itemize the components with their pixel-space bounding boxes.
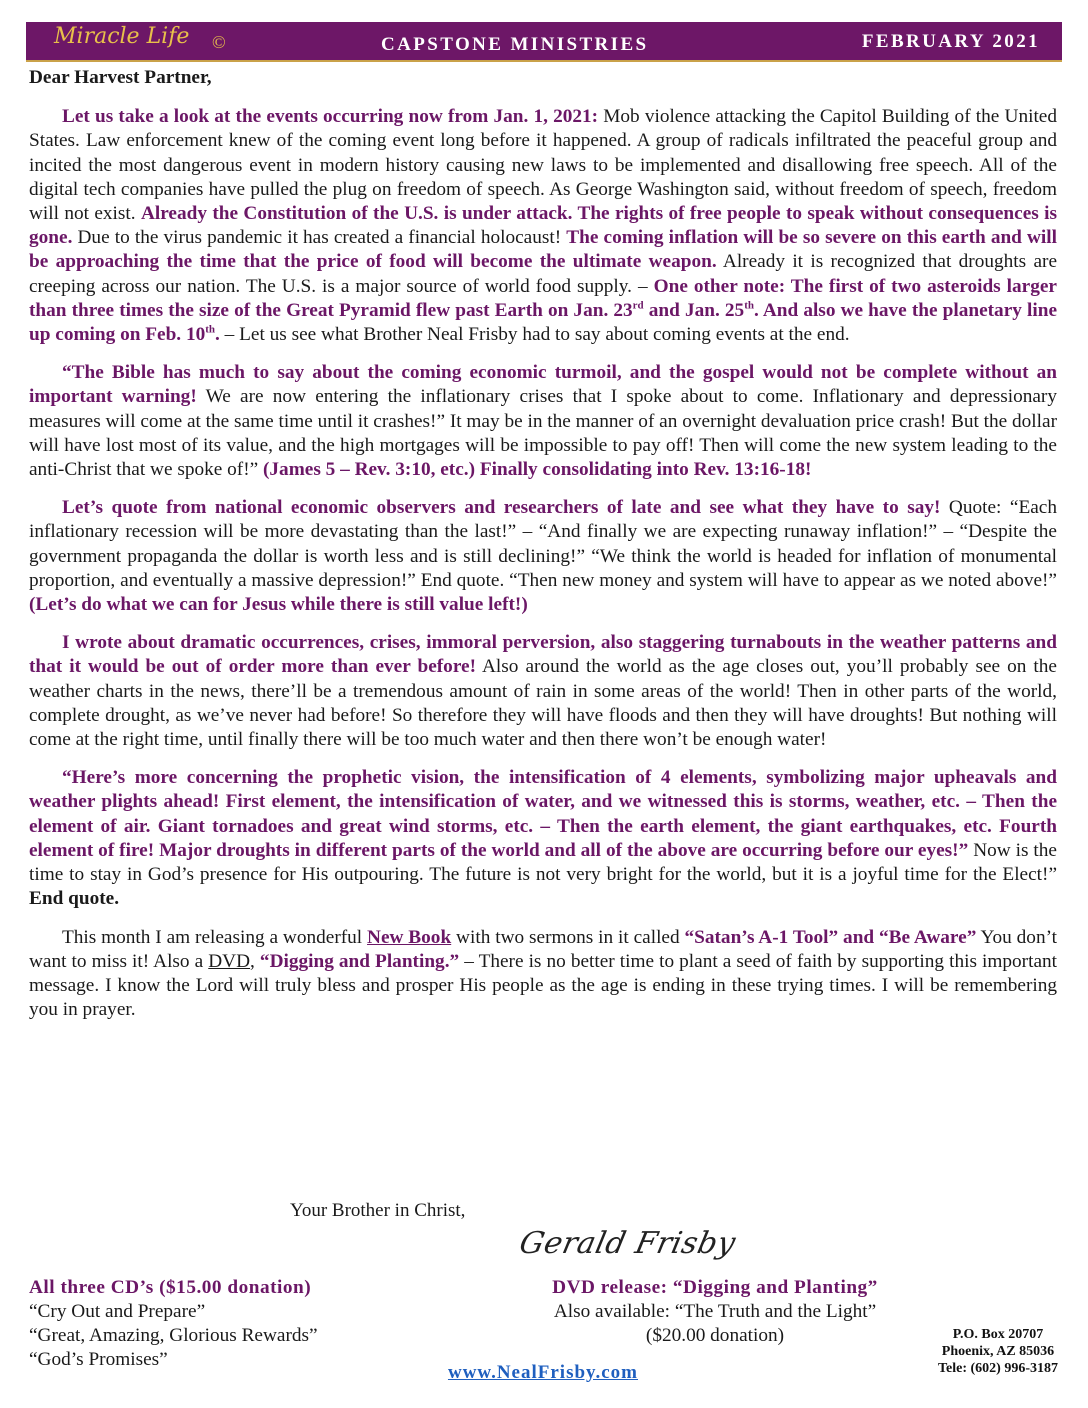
paragraph-5 <box>29 766 1057 911</box>
p4-highlight-1: I wrote about dramatic occurrences, crises, immoral perversion, also staggering turnabouts in the weather patterns and that it would be out of order more than ever before! <box>29 632 1057 678</box>
paragraph-2 <box>29 361 1057 482</box>
paragraph-6 <box>29 926 1057 1023</box>
city-state-zip: Phoenix, AZ 85036 <box>941 1344 1055 1359</box>
signature: Gerald Frisby <box>516 1226 739 1261</box>
new-book-link[interactable]: New Book <box>367 926 452 948</box>
cd-offer-title: All three CD’s ($15.00 donation) <box>29 1277 312 1298</box>
book-titles: “Satan’s A-1 Tool” and “Be Aware” <box>684 926 977 948</box>
letter-body <box>29 66 1057 1036</box>
p5-end-quote: End quote. <box>29 888 120 910</box>
p1-highlight-3: The coming inflation will be so severe on this earth and will be approaching the time that the price of food will become the ultimate weapon. <box>29 227 1058 273</box>
p3-highlight-2: (Let’s do what we can for Jesus while there is still value left!) <box>29 594 528 616</box>
p6-text-4: , <box>250 950 260 972</box>
cd-item: “Cry Out and Prepare” <box>29 1301 206 1322</box>
dvd-link[interactable]: DVD <box>208 950 251 972</box>
p4-text-1: Also around the world as the age closes out, you’ll probably see on the weather charts in the news, there’ll be a tremendous amount of rain in some areas of the world! Then in other parts of the world, complete drought, as we’ve never had before! So therefore they will have floods and then they will have droughts! But nothing will come at the right time, until finally there will be too much water and then there won’t be enough water! <box>29 656 1057 751</box>
p6-text-5: – There is no better time to plant a seed of faith by supporting this important message. I know the Lord will truly bless and prosper His people as the age is ending in these trying times. I will be remembering you in prayer. <box>29 950 1057 1021</box>
phone-number: Tele: (602) 996-3187 <box>937 1361 1058 1376</box>
brand-logo: Miracle Life <box>54 24 190 49</box>
cd-offer <box>29 1276 489 1372</box>
issue-date: FEBRUARY 2021 <box>861 31 1040 52</box>
po-box: P.O. Box 20707 <box>952 1327 1044 1342</box>
cd-item: “God’s Promises” <box>29 1349 168 1370</box>
masthead <box>26 22 1062 62</box>
p6-text-3: You don’t want to miss it! Also a <box>29 926 1058 972</box>
org-name: CAPSTONE MINISTRIES <box>381 34 649 55</box>
p2-highlight-2: (James 5 – Rev. 3:10, etc.) Finally consolidating into Rev. 13:16-18! <box>263 459 812 481</box>
paragraph-1 <box>29 105 1057 347</box>
mailing-address <box>938 1326 1058 1377</box>
p5-text-1: Now is the time to stay in God’s presence for His outpouring. The future is not very bright for the world, but it is a joyful time for the Elect!” <box>29 839 1057 886</box>
p1-text-3: Already it is recognized that droughts are creeping across our nation. The U.S. is a major source of world food supply. – <box>29 251 1057 297</box>
p3-text-1: Quote: “Each inflationary recession will be more devastating than the last!” – “And finally we are expecting runaway inflation!” – “Despite the government propaganda the dollar is worth less and is still declining!” “We think the world is headed for inflation of monumental proportion, and eventually a massive depression!” End quote. “Then new money and system will have to appear as we noted above!” <box>29 497 1057 591</box>
dvd-offer <box>480 1276 950 1348</box>
p1-highlight-1: Let us take a look at the events occurring now from Jan. 1, 2021: <box>62 106 599 128</box>
p6-text-1: This month I am releasing a wonderful <box>62 926 368 948</box>
paragraph-4 <box>29 631 1057 752</box>
p2-highlight-1: “The Bible has much to say about the coming economic turmoil, and the gospel would not be complete without an important warning! <box>29 362 1057 408</box>
paragraph-3 <box>29 496 1057 617</box>
p1-highlight-4: One other note: The first of two asteroids larger than three times the size of the Great Pyramid flew past Earth on Jan. 23rd and Jan. 25th. And also we have the planetary line up coming on Feb. 10th. <box>29 275 1058 346</box>
p1-highlight-2: Already the Constitution of the U.S. is under attack. The rights of free people to speak without consequences is gone. <box>29 203 1057 249</box>
p5-highlight-1: “Here’s more concerning the prophetic vision, the intensification of 4 elements, symbolizing major upheavals and weather plights ahead! First element, the intensification of water, and we witnessed this is storms, weather, etc. – Then the element of air. Giant tornadoes and great wind storms, etc. – Then the earth element, the giant earthquakes, etc. Fourth element of fire! Major droughts in different parts of the world and all of the above are occurring before our eyes!” <box>29 767 1057 861</box>
p1-text-2: Due to the virus pandemic it has created a financial holocaust! <box>72 227 567 249</box>
p1-text-1: Mob violence attacking the Capitol Building of the United States. Law enforcement knew of the coming event long before it happened. A group of radicals infiltrated the peaceful group and incited the most dangerous event in modern history causing new laws to be implemented and disallowing free speech. All of the digital tech companies have pulled the plug on freedom of speech. As George Washington said, without freedom of speech, freedom will not exist. <box>29 106 1058 225</box>
closing-line: Your Brother in Christ, <box>290 1200 466 1221</box>
website-link[interactable]: www.NealFrisby.com <box>447 1362 639 1383</box>
dvd-price: ($20.00 donation) <box>645 1325 785 1346</box>
dvd-offer-title: DVD release: “Digging and Planting” <box>552 1277 878 1298</box>
p3-highlight-1: Let’s quote from national economic observers and researchers of late and see what they have to say! <box>62 497 941 519</box>
p6-text-2: with two sermons in it called <box>451 926 685 948</box>
dvd-also-available: Also available: “The Truth and the Light” <box>553 1301 877 1322</box>
p1-text-4: – Let us see what Brother Neal Frisby had to say about coming events at the end. <box>219 324 850 346</box>
cd-item: “Great, Amazing, Glorious Rewards” <box>29 1325 318 1346</box>
p2-text-1: We are now entering the inflationary crises that I spoke about to come. Inflationary and depressionary measures will come at the same time until it crashes!” It may be in the manner of an overnight devaluation price crash! But the dollar will have lost most of its value, and the high mortgages will be impossible to pay off! Then will come the new system leading to the anti-Christ that we spoke of!” <box>29 386 1057 481</box>
salutation: Dear Harvest Partner, <box>29 67 212 88</box>
dvd-title: “Digging and Planting.” <box>259 950 460 972</box>
copyright-mark: © <box>212 32 226 52</box>
